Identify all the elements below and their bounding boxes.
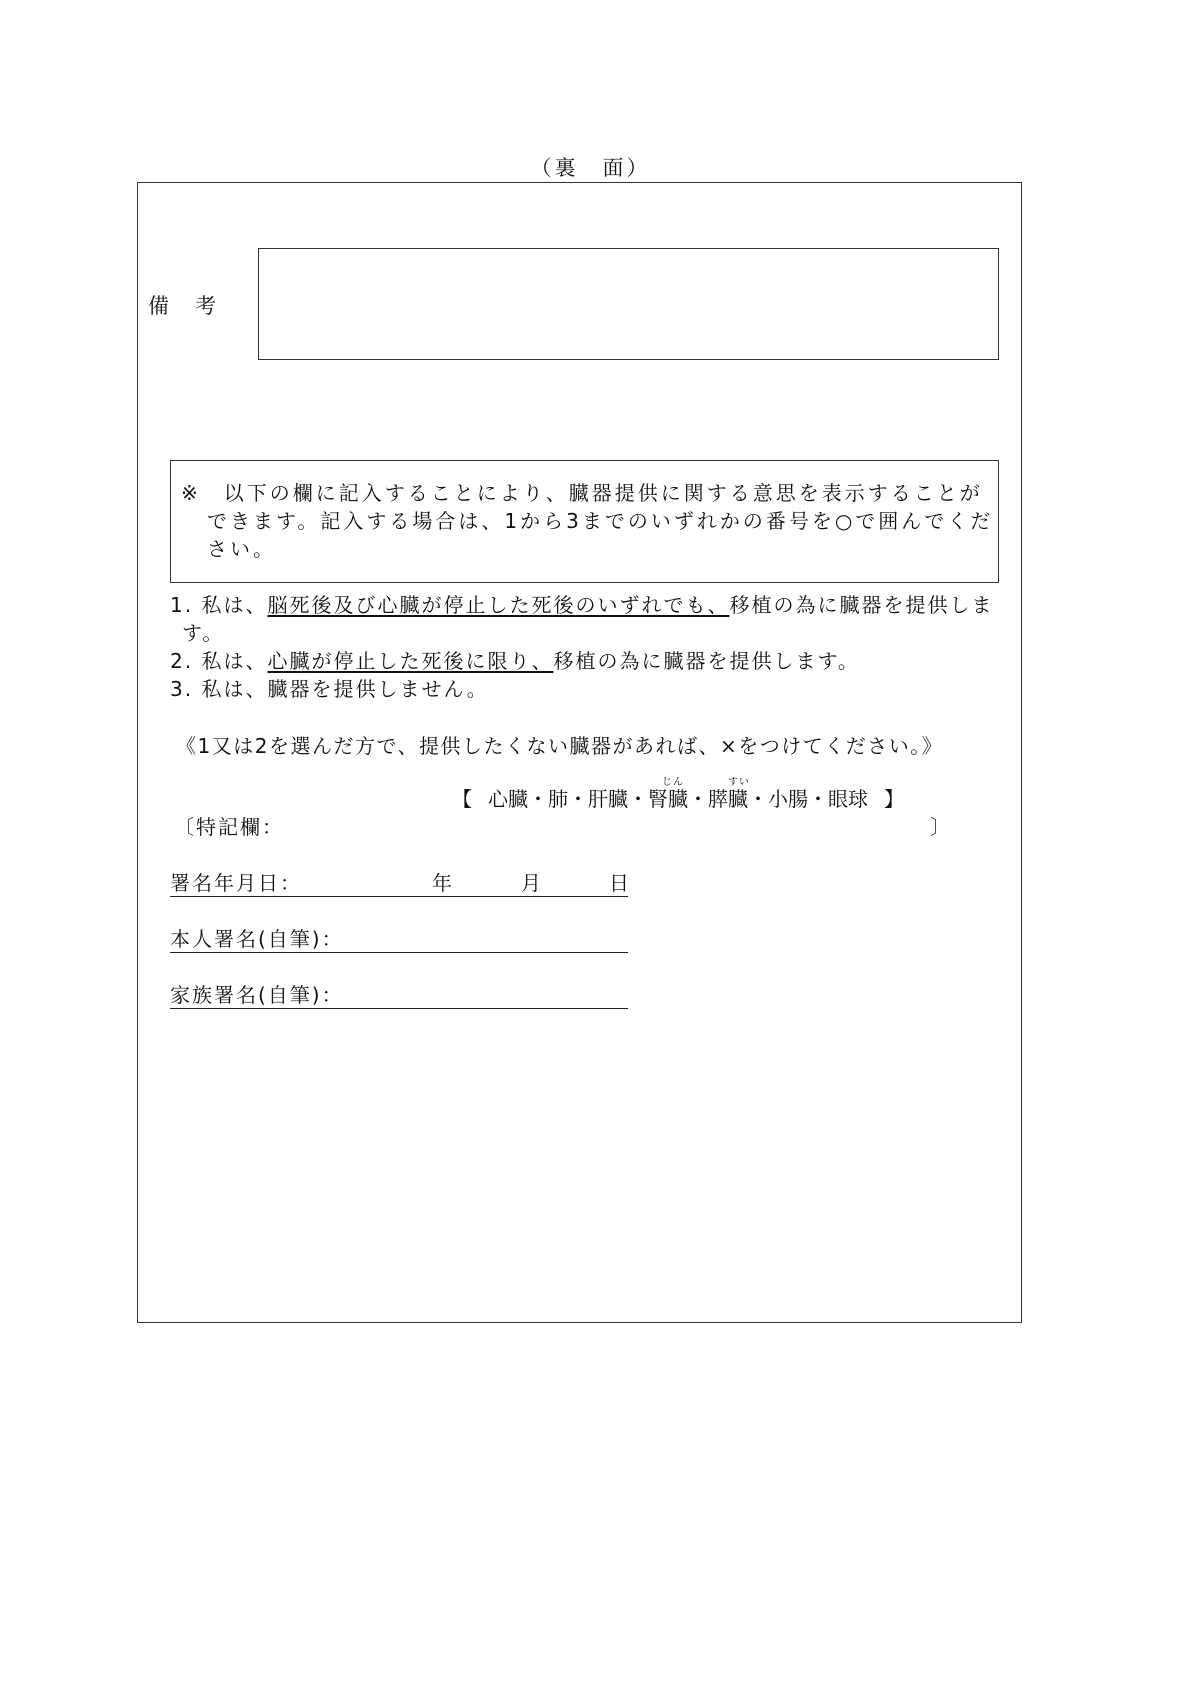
option-2-suffix: 移植の為に臓器を提供します。 [553,649,860,673]
remarks-label [148,290,216,320]
remarks-label-char1: 備 [148,294,169,318]
family-signature-field[interactable] [170,1008,628,1009]
notice-line-2: できます。記入する場合は、1から3までのいずれかの番号を○で囲んでくだ [207,509,994,533]
signature-day-label: 日 [609,871,631,895]
organ-liver[interactable]: 肝臓 [588,787,628,811]
special-notes-close: 〕 [930,815,952,839]
ruby-pancreas: すい [728,777,750,788]
organ-separator: ・ [808,787,828,811]
ruby-kidney: じん [662,777,684,788]
organ-lung[interactable]: 肺 [548,787,568,811]
special-notes-label: 〔特記欄： [174,815,284,839]
notice-line-1: ※ 以下の欄に記入することにより、臓器提供に関する意思を表示することが [181,481,983,505]
organ-heart[interactable]: 心臓 [488,787,528,811]
organ-separator: ・ [688,787,708,811]
notice-box [170,460,999,583]
organ-eyeball[interactable]: 眼球 [828,787,868,811]
signature-month-label: 月 [521,871,543,895]
self-signature-label: 本人署名(自筆)： [170,927,344,951]
option-1-underlined: 脳死後及び心臓が停止した死後のいずれでも、 [267,593,730,617]
remarks-label-char2: 考 [195,294,216,318]
signature-date-label: 署名年月日： [170,871,302,895]
option-1[interactable] [170,591,993,619]
organ-separator: ・ [528,787,548,811]
signature-year-label: 年 [432,871,454,895]
organ-list [452,785,904,813]
option-1-continuation: す。 [182,621,225,645]
option-1-suffix: 移植の為に臓器を提供しま [729,593,994,617]
special-notes-field[interactable] [285,812,925,840]
option-2-prefix: 2. 私は、 [170,649,268,673]
exclusion-instruction: 《1又は2を選んだ方で、提供したくない臓器があれば、×をつけてください。》 [176,734,944,758]
option-3[interactable]: 3. 私は、臓器を提供しません。 [170,677,489,701]
notice-line-3: さい。 [207,537,276,561]
organ-pancreas[interactable]: 膵臓 [708,787,748,811]
self-signature-field[interactable] [170,952,628,953]
signature-date-field[interactable] [170,896,628,897]
option-1-prefix: 1. 私は、 [170,593,268,617]
organ-bracket-open: 【 [452,787,472,811]
option-2[interactable] [170,647,860,675]
organ-kidney[interactable]: 腎臓 [648,787,688,811]
organ-small-intestine[interactable]: 小腸 [768,787,808,811]
remarks-input-box[interactable] [258,248,999,360]
organ-separator: ・ [568,787,588,811]
organ-bracket-close: 】 [884,787,904,811]
option-2-underlined: 心臓が停止した死後に限り、 [267,649,554,673]
organ-separator: ・ [628,787,648,811]
organ-separator: ・ [748,787,768,811]
page-title: （裏 面） [530,156,651,180]
family-signature-label: 家族署名(自筆)： [170,983,344,1007]
